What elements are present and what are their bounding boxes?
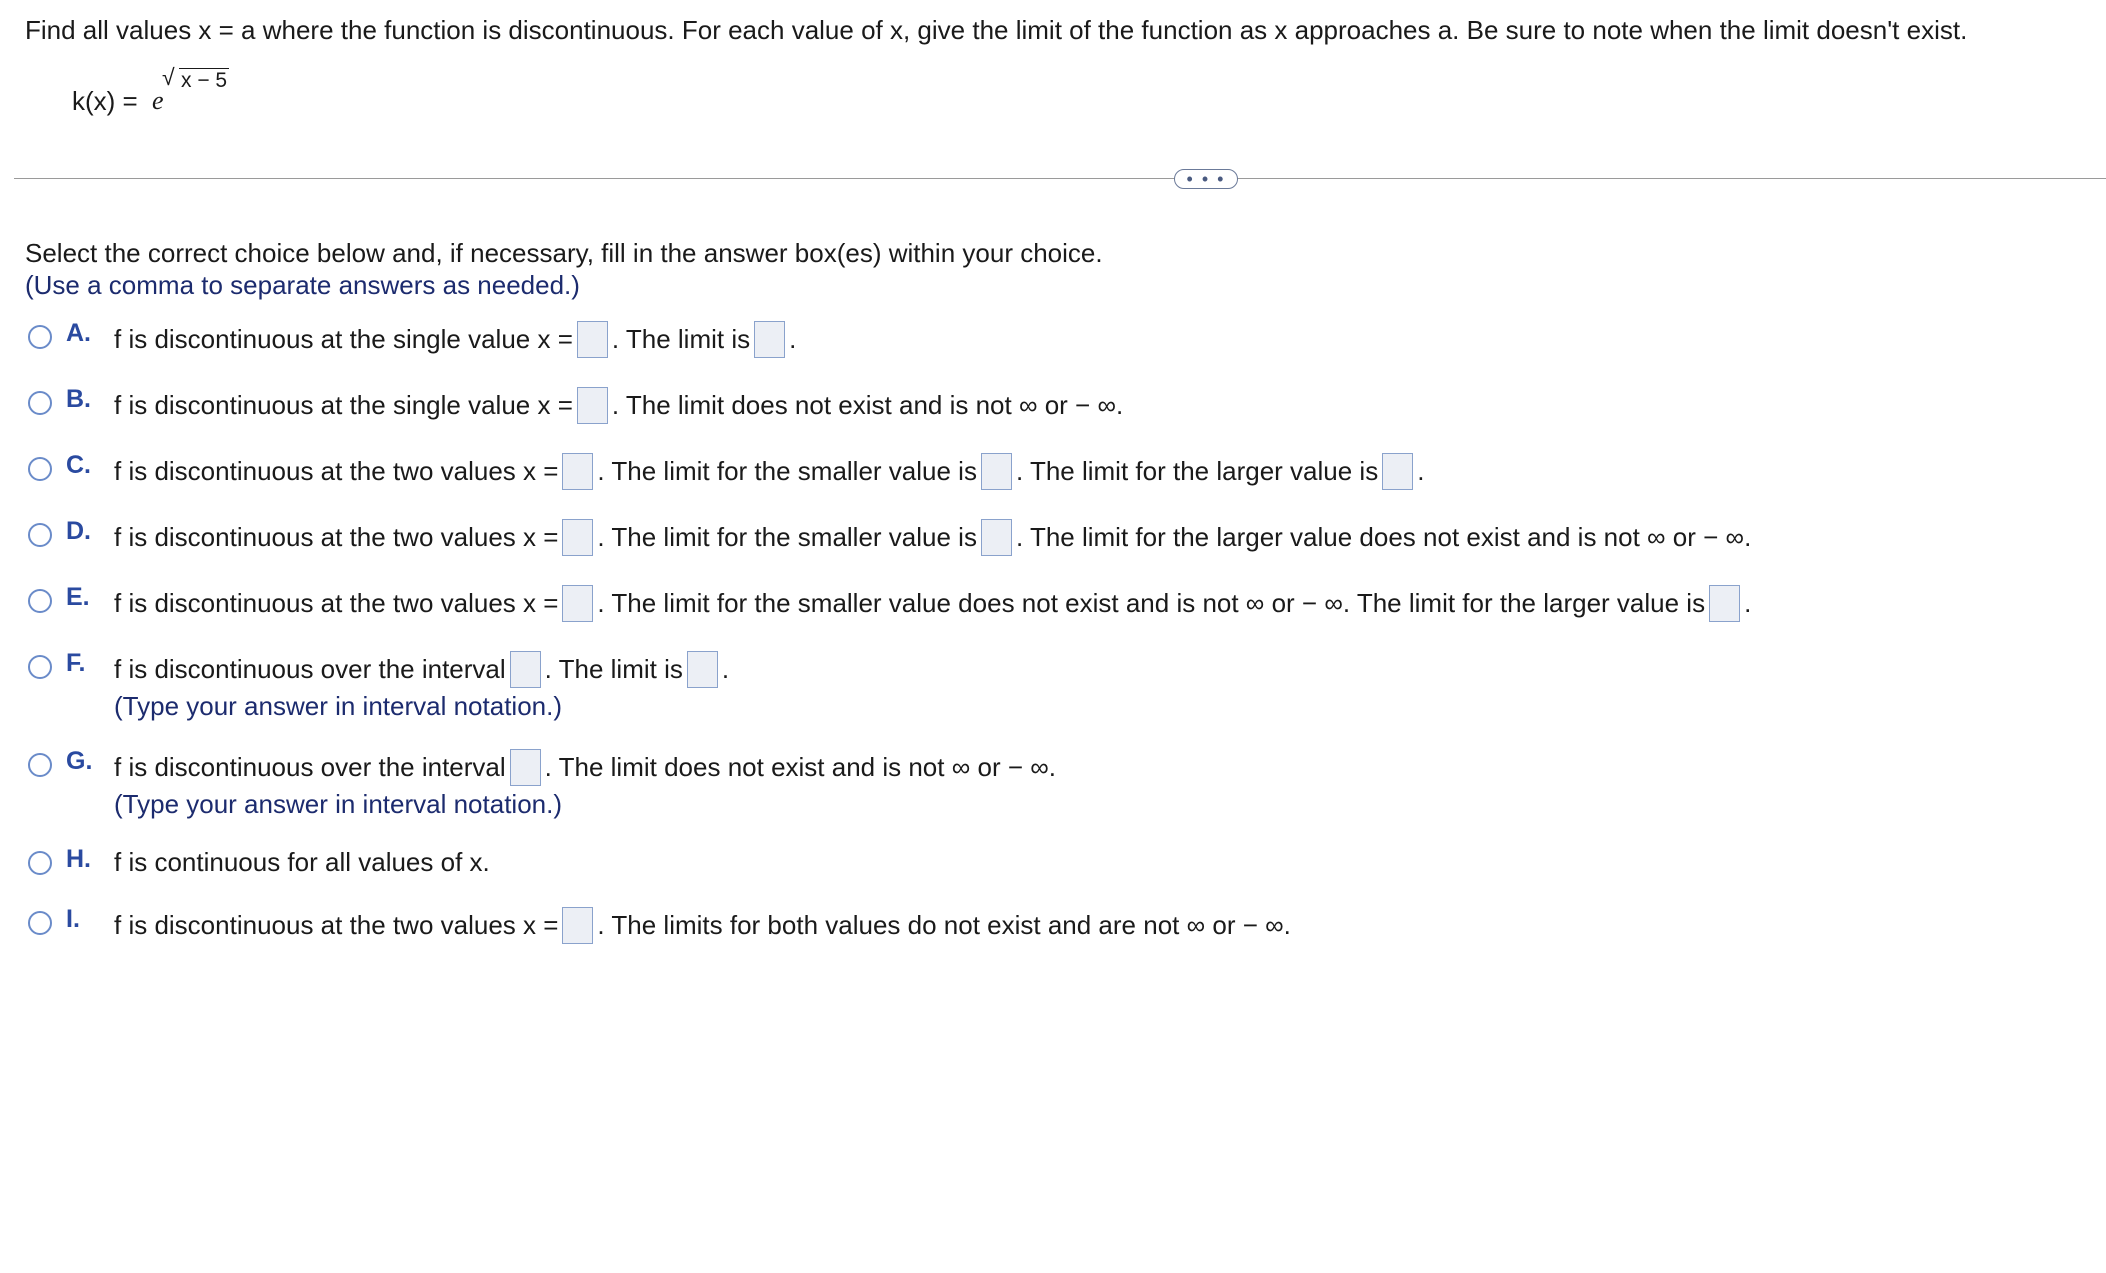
formula-radicand: x − 5 [181,69,228,92]
choice-letter: E. [66,583,90,611]
answer-box[interactable] [981,519,1012,556]
choice-text [114,453,1424,490]
radio-a[interactable] [28,325,52,349]
choice-text-part: . The limit for the larger value is [1015,456,1379,486]
answer-box[interactable] [687,651,718,688]
sqrt-icon: √ [162,64,175,90]
choice-letter: H. [66,845,91,873]
choice-text-part: f is discontinuous at the two values x = [114,588,559,618]
choice-text [114,387,1123,424]
choice-text-part: . The limit for the smaller value is [597,522,977,552]
choice-letter: F. [66,649,86,677]
divider [14,178,2106,179]
answer-box[interactable] [510,749,541,786]
radio-g[interactable] [28,753,52,777]
choice-text-part: . The limit does not exist and is not ∞ or − ∞. [611,390,1124,420]
choice-text-part: . The limit is [611,324,751,354]
radio-i[interactable] [28,911,52,935]
choice-text [114,847,490,878]
choice-text-part: f is discontinuous over the interval [114,654,506,684]
radio-b[interactable] [28,391,52,415]
answer-box[interactable] [562,453,593,490]
hint-text: (Use a comma to separate answers as needed.) [25,270,580,300]
choice-letter: D. [66,517,91,545]
question-text: Find all values x = a where the function is discontinuous. For each value of x, give the limit of the function as x approaches a. Be sure to note when the limit doesn't exist. [25,15,1968,45]
choice-text-part: . The limit for the larger value does not exist and is not ∞ or − ∞. [1015,522,1752,552]
interval-hint: (Type your answer in interval notation.) [114,789,562,819]
answer-box[interactable] [981,453,1012,490]
answer-box[interactable] [1382,453,1413,490]
choice-letter: I. [66,905,80,933]
choice-text-part: f is discontinuous over the interval [114,752,506,782]
choice-text-part: . [789,324,797,354]
choice-text [114,651,729,688]
choice-text-part: . [1417,456,1425,486]
choice-letter: C. [66,451,91,479]
answer-box[interactable] [562,907,593,944]
answer-box[interactable] [510,651,541,688]
choice-text-part: . The limit for the smaller value does not exist and is not ∞ or − ∞. The limit for the larger value is [597,588,1706,618]
choice-text-part: . The limit for the smaller value is [597,456,977,486]
radio-h[interactable] [28,851,52,875]
choice-text-part: f is discontinuous at the two values x = [114,910,559,940]
answer-box[interactable] [562,519,593,556]
formula-lhs: k(x) = [72,86,138,116]
answer-box[interactable] [577,387,608,424]
choice-text-part: . The limit is [544,654,683,684]
answer-box[interactable] [754,321,785,358]
interval-hint: (Type your answer in interval notation.) [114,691,562,721]
choice-text-part: f is discontinuous at the two values x = [114,456,559,486]
choice-text-part: f is continuous for all values of x. [114,847,490,877]
choice-letter: A. [66,319,91,347]
radio-d[interactable] [28,523,52,547]
choice-text [114,749,1056,786]
answer-box[interactable] [577,321,608,358]
choice-text-part: f is discontinuous at the two values x = [114,522,559,552]
more-button[interactable]: • • • [1174,169,1238,189]
radio-c[interactable] [28,457,52,481]
answer-box[interactable] [1709,585,1740,622]
choice-text [114,907,1291,944]
choice-text-part: f is discontinuous at the single value x = [114,324,573,354]
choice-text-part: . The limit does not exist and is not ∞ or − ∞. [544,752,1056,782]
choice-text-part: . [721,654,730,684]
answer-box[interactable] [562,585,593,622]
choice-text [114,585,1751,622]
choice-text-part: . [1744,588,1752,618]
radio-f[interactable] [28,655,52,679]
instruction-text: Select the correct choice below and, if necessary, fill in the answer box(es) within your choice. [25,238,1103,268]
choice-text-part: f is discontinuous at the single value x = [114,390,573,420]
choice-text-part: . The limits for both values do not exist and are not ∞ or − ∞. [597,910,1291,940]
formula-base: e [152,86,164,115]
choice-letter: B. [66,385,91,413]
choice-text [114,321,796,358]
radio-e[interactable] [28,589,52,613]
choice-text [114,519,1751,556]
choice-letter: G. [66,747,93,775]
